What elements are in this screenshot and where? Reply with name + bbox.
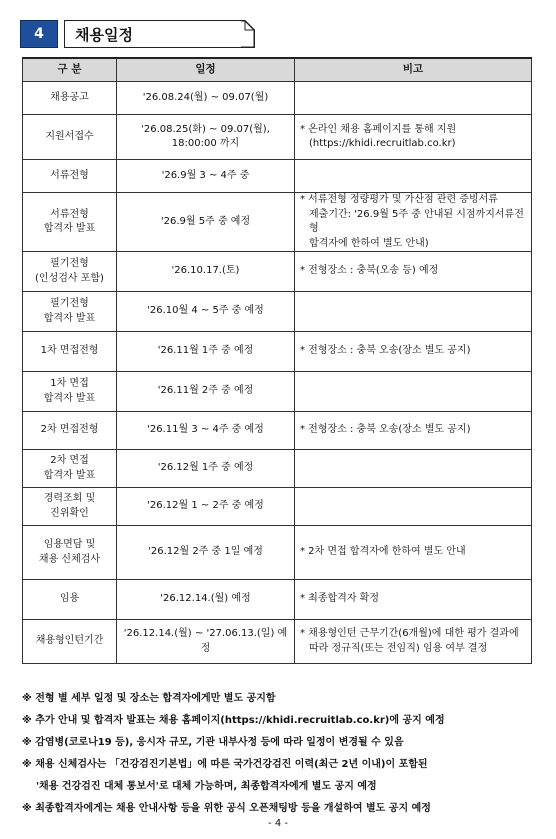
category-cell: [23, 526, 117, 580]
schedule-text: 18:00:00 까지: [171, 138, 240, 149]
category-text: (인성검사 포함): [35, 272, 104, 284]
category-cell: [23, 332, 117, 372]
table-row: [23, 252, 532, 292]
table-row: [23, 160, 532, 193]
note-text: * 2차 면접 합격자에 한하여 별도 안내: [300, 546, 466, 558]
note-text: 제출기간: '26.9월 5주 중 안내된 시점까지서류전형: [309, 208, 524, 234]
table-row: [23, 580, 532, 620]
category-cell: [23, 580, 117, 620]
schedule-text: '26.10월 4 ~ 5주 중 예정: [147, 305, 264, 317]
table-row: [23, 82, 532, 115]
schedule-cell: [117, 372, 295, 412]
category-text: 채용공고: [50, 91, 89, 103]
section-title: 채용일정: [75, 25, 133, 44]
schedule-text: '26.9월 5주 중 예정: [160, 215, 251, 227]
notes-cell: [295, 372, 532, 412]
table-row: [23, 115, 532, 160]
schedule-table: [22, 57, 532, 664]
notes-cell: [295, 252, 532, 292]
category-cell: [23, 620, 117, 664]
schedule-text: '26.12.14.(월) 예정: [160, 593, 251, 605]
header-schedule: 일정: [117, 58, 295, 82]
note-text: * 전형장소 : 충북 오송(장소 별도 공지): [300, 424, 471, 436]
footnote: ※ 감염병(코로나19 등), 응시자 규모, 기관 내부사정 등에 따라 일정이 변경될 수 있음: [22, 737, 404, 748]
folded-corner-icon: [241, 20, 255, 48]
category-text: 임용면담 및: [43, 539, 96, 550]
category-text: 채용형인턴기간: [35, 635, 104, 647]
schedule-cell: [117, 160, 295, 193]
note-text: 합격자에 한하여 별도 안내): [309, 237, 429, 249]
note-text: * 서류전형 정량평가 및 가산점 관련 증빙서류: [300, 194, 498, 205]
notes-cell: [295, 332, 532, 372]
footnotes: [22, 688, 547, 820]
schedule-text: '26.10.17.(토): [171, 265, 240, 277]
schedule-cell: [117, 620, 295, 664]
category-cell: [23, 252, 117, 292]
category-cell: [23, 82, 117, 115]
schedule-text: '26.12.14.(월) ~ '27.06.13.(일) 예정: [123, 628, 288, 654]
schedule-text: '26.11월 3 ~ 4주 중 예정: [147, 424, 264, 436]
schedule-text: '26.12월 2주 중 1일 예정: [148, 546, 263, 558]
notes-cell: [295, 193, 532, 252]
note-text: 따라 정규직(또는 전임직) 임용 여부 결정: [309, 642, 488, 654]
footnote: ※ 최종합격자에게는 채용 안내사항 등을 위한 공식 오픈채팅방 등을 개설하여 별도 공지 예정: [22, 803, 431, 814]
footnote: ※ 채용 신체검사는 「건강검진기본법」에 따른 국가건강검진 이력(최근 2년 이내)이 포함된: [22, 759, 428, 770]
category-text: 합격자 발표: [43, 469, 96, 481]
category-text: 1차 면접전형: [40, 345, 99, 357]
footnote: ※ 추가 안내 및 합격자 발표는 채용 홈페이지(https://khidi.recruitlab.co.kr)에 공지 예정: [22, 715, 445, 726]
schedule-cell: [117, 412, 295, 450]
table-row: [23, 372, 532, 412]
table-row: [23, 193, 532, 252]
category-text: 1차 면접: [50, 378, 89, 389]
notes-cell: [295, 82, 532, 115]
schedule-text: '26.12월 1주 중 예정: [157, 462, 254, 474]
table-row: [23, 450, 532, 488]
table-row: [23, 488, 532, 526]
category-text: 2차 면접전형: [40, 424, 99, 436]
section-number: 4: [20, 20, 58, 48]
category-text: 진위확인: [50, 507, 89, 519]
schedule-body: [23, 82, 532, 664]
footnote: ※ 전형 별 세부 일정 및 장소는 합격자에게만 별도 공지함: [22, 693, 276, 704]
schedule-text: '26.11월 2주 중 예정: [157, 385, 254, 397]
schedule-cell: [117, 332, 295, 372]
schedule-text: '26.11월 1주 중 예정: [157, 345, 254, 357]
notes-cell: [295, 160, 532, 193]
table-header-row: [23, 58, 532, 82]
note-text: * 최종합격자 확정: [300, 593, 379, 605]
category-cell: [23, 292, 117, 332]
schedule-cell: [117, 488, 295, 526]
section-title-box: [64, 20, 241, 48]
schedule-text: '26.08.24(월) ~ 09.07(월): [142, 91, 269, 103]
category-text: 지원서접수: [45, 130, 94, 142]
footnote-continuation: '채용 건강검진 대체 통보서'로 대체 가능하며, 최종합격자에게 별도 공지 예정: [36, 781, 377, 792]
table-row: [23, 526, 532, 580]
notes-cell: [295, 580, 532, 620]
category-text: 서류전형: [50, 208, 89, 220]
note-text: * 전형장소 : 충북 오송(장소 별도 공지): [300, 345, 471, 357]
category-cell: [23, 372, 117, 412]
schedule-text: '26.08.25(화) ~ 09.07(월),: [141, 123, 270, 135]
schedule-cell: [117, 252, 295, 292]
note-text: * 전형장소 : 충북(오송 등) 예정: [300, 265, 439, 277]
notes-cell: [295, 526, 532, 580]
category-text: 합격자 발표: [43, 223, 96, 234]
category-text: 임용: [59, 593, 80, 605]
category-text: 합격자 발표: [43, 392, 96, 404]
note-text: * 채용형인턴 근무기간(6개월)에 대한 평가 결과에: [300, 628, 519, 639]
table-row: [23, 412, 532, 450]
schedule-cell: [117, 580, 295, 620]
category-text: 2차 면접: [50, 455, 89, 466]
table-row: [23, 332, 532, 372]
schedule-cell: [117, 292, 295, 332]
category-text: 채용 신체검사: [38, 553, 101, 565]
category-cell: [23, 193, 117, 252]
schedule-text: '26.12월 1 ~ 2주 중 예정: [147, 500, 264, 512]
category-text: 필기전형: [50, 258, 89, 269]
schedule-cell: [117, 450, 295, 488]
page-number: - 4 -: [268, 818, 288, 829]
category-text: 서류전형: [50, 169, 89, 181]
header-notes: 비고: [295, 58, 532, 82]
category-text: 경력조회 및: [43, 493, 96, 504]
schedule-cell: [117, 193, 295, 252]
category-text: 합격자 발표: [43, 312, 96, 324]
notes-cell: [295, 450, 532, 488]
schedule-text: '26.9월 3 ~ 4주 중: [161, 169, 250, 181]
category-cell: [23, 160, 117, 193]
header-category: 구 분: [23, 58, 117, 82]
schedule-cell: [117, 526, 295, 580]
category-cell: [23, 412, 117, 450]
table-row: [23, 620, 532, 664]
notes-cell: [295, 620, 532, 664]
schedule-cell: [117, 115, 295, 160]
notes-cell: [295, 292, 532, 332]
note-text: * 온라인 채용 홈페이지를 통해 지원: [300, 123, 457, 135]
category-cell: [23, 488, 117, 526]
category-text: 필기전형: [50, 298, 89, 309]
notes-cell: [295, 412, 532, 450]
schedule-cell: [117, 82, 295, 115]
note-text: (https://khidi.recruitlab.co.kr): [309, 138, 456, 149]
category-cell: [23, 115, 117, 160]
section-header: [20, 20, 241, 48]
table-row: [23, 292, 532, 332]
category-cell: [23, 450, 117, 488]
notes-cell: [295, 115, 532, 160]
notes-cell: [295, 488, 532, 526]
